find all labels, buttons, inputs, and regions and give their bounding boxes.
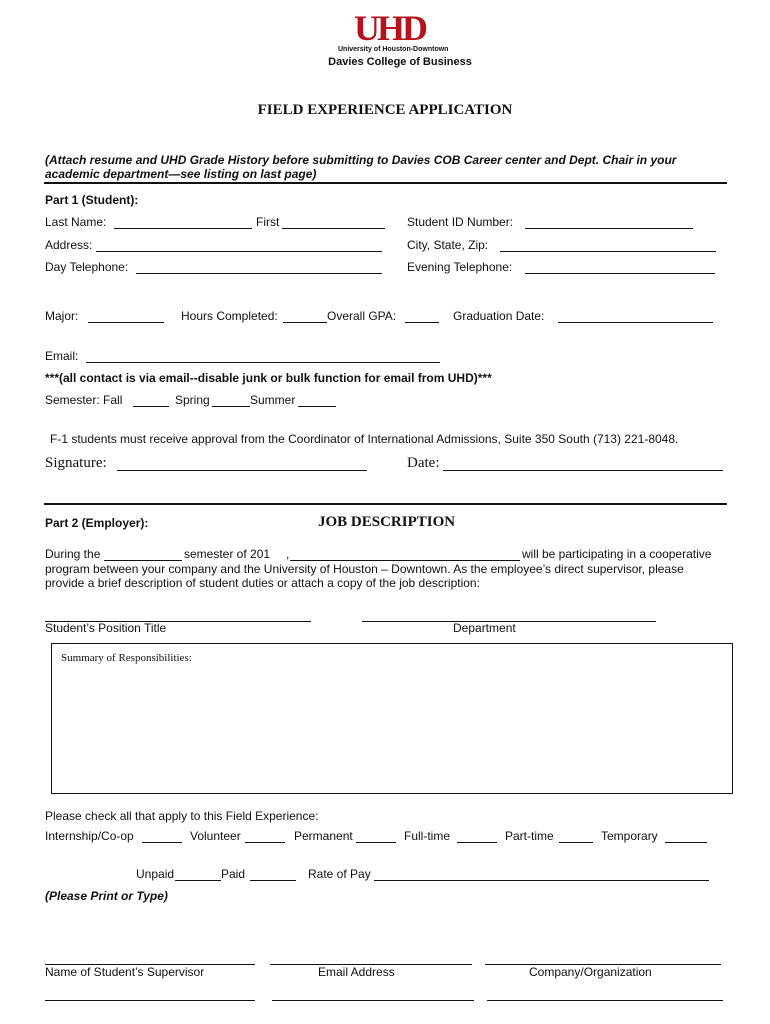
logo-college-text: Davies College of Business <box>328 56 472 68</box>
uhd-logo-mark <box>350 8 460 44</box>
major-label: Major: <box>45 309 79 323</box>
email-input[interactable] <box>86 348 440 363</box>
overall-gpa-input[interactable] <box>405 308 439 323</box>
volunteer-input[interactable] <box>245 828 285 843</box>
hours-completed-input[interactable] <box>283 308 327 323</box>
during-semester-input[interactable] <box>104 546 182 561</box>
signature-input[interactable] <box>117 455 367 471</box>
program-text: program between your company and the University of Houston – Downtown. As the employee’s direct supervisor, please <box>45 562 684 576</box>
participating-text: will be participating in a cooperative <box>522 547 712 561</box>
part1-heading: Part 1 (Student): <box>45 193 139 207</box>
full-time-input[interactable] <box>457 828 497 843</box>
temporary-input[interactable] <box>665 828 707 843</box>
logo-university-text: University of Houston-Downtown <box>338 46 449 53</box>
major-input[interactable] <box>88 308 164 323</box>
student-id-input[interactable] <box>525 214 693 229</box>
address-label: Address: <box>45 238 93 252</box>
evening-telephone-label: Evening Telephone: <box>407 260 513 274</box>
unpaid-input[interactable] <box>175 866 221 881</box>
first-name-label: First <box>256 215 280 229</box>
address-input[interactable] <box>96 237 382 252</box>
graduation-date-label: Graduation Date: <box>453 309 545 323</box>
last-name-label: Last Name: <box>45 215 107 229</box>
job-description-heading: JOB DESCRIPTION <box>318 514 456 530</box>
first-name-input[interactable] <box>282 214 385 229</box>
internship-label: Internship/Co-op <box>45 829 134 843</box>
summary-box[interactable] <box>51 643 733 794</box>
uhd-logo <box>328 8 472 70</box>
instructions-line-1: (Attach resume and UHD Grade History before submitting to Davies COB Career center and Dept. Chair in your <box>45 153 677 167</box>
print-or-type-note: (Please Print or Type) <box>45 889 168 903</box>
permanent-input[interactable] <box>356 828 396 843</box>
f1-note: F-1 students must receive approval from the Coordinator of International Admissions, Suite 350 South (713) 221-8048. <box>50 432 679 446</box>
signature-label: Signature: <box>45 455 107 471</box>
semester-of-text: semester of 201 <box>184 547 271 561</box>
rate-of-pay-input[interactable] <box>374 866 709 881</box>
position-title-label: Student’s Position Title <box>45 621 167 635</box>
unpaid-label: Unpaid <box>136 867 175 881</box>
semester-summer-label: Summer <box>250 393 296 407</box>
full-time-label: Full-time <box>404 829 451 843</box>
student-name-input[interactable] <box>290 546 520 561</box>
divider <box>44 182 727 184</box>
city-state-zip-input[interactable] <box>500 237 716 252</box>
paid-input[interactable] <box>250 866 296 881</box>
additional-line-3[interactable] <box>487 986 723 1001</box>
temporary-label: Temporary <box>601 829 658 843</box>
check-all-text: Please check all that apply to this Field Experience: <box>45 809 319 823</box>
company-label: Company/Organization <box>529 965 652 979</box>
semester-fall-label: Semester: Fall <box>45 393 123 407</box>
internship-input[interactable] <box>142 828 182 843</box>
additional-line-2[interactable] <box>272 986 474 1001</box>
supervisor-name-label: Name of Student’s Supervisor <box>45 965 205 979</box>
company-input[interactable] <box>485 950 721 965</box>
divider <box>44 503 727 505</box>
instructions-line-2: academic department—see listing on last page) <box>45 167 317 181</box>
evening-telephone-input[interactable] <box>525 259 715 274</box>
supervisor-email-label: Email Address <box>318 965 395 979</box>
position-title-input[interactable] <box>45 607 311 622</box>
during-the-text: During the <box>45 547 101 561</box>
student-id-label: Student ID Number: <box>407 215 514 229</box>
paid-label: Paid <box>221 867 246 881</box>
overall-gpa-label: Overall GPA: <box>327 309 397 323</box>
volunteer-label: Volunteer <box>190 829 241 843</box>
city-state-zip-label: City, State, Zip: <box>407 238 489 252</box>
last-name-input[interactable] <box>114 214 252 229</box>
day-telephone-label: Day Telephone: <box>45 260 129 274</box>
semester-spring-input[interactable] <box>212 392 250 407</box>
additional-line-1[interactable] <box>45 986 255 1001</box>
graduation-date-input[interactable] <box>558 308 713 323</box>
department-input[interactable] <box>362 607 656 622</box>
part2-heading: Part 2 (Employer): <box>45 516 149 530</box>
date-label: Date: <box>407 455 440 471</box>
page-title: FIELD EXPERIENCE APPLICATION <box>257 102 513 118</box>
part-time-label: Part-time <box>505 829 554 843</box>
semester-fall-input[interactable] <box>133 392 169 407</box>
supervisor-name-input[interactable] <box>45 950 255 965</box>
rate-of-pay-label: Rate of Pay <box>308 867 371 881</box>
semester-summer-input[interactable] <box>298 392 336 407</box>
day-telephone-input[interactable] <box>136 259 382 274</box>
svg-text:UHD: UHD <box>354 8 425 44</box>
date-input[interactable] <box>443 455 723 471</box>
semester-spring-label: Spring <box>175 393 210 407</box>
supervisor-email-input[interactable] <box>270 950 472 965</box>
hours-completed-label: Hours Completed: <box>181 309 278 323</box>
email-label: Email: <box>45 349 79 363</box>
comma-text: , <box>286 547 290 561</box>
provide-text: provide a brief description of student duties or attach a copy of the job description: <box>45 576 480 590</box>
department-label: Department <box>453 621 516 635</box>
summary-label: Summary of Responsibilities: <box>61 652 192 664</box>
email-note: ***(all contact is via email--disable junk or bulk function for email from UHD)*** <box>45 371 492 385</box>
permanent-label: Permanent <box>294 829 353 843</box>
part-time-input[interactable] <box>559 828 593 843</box>
